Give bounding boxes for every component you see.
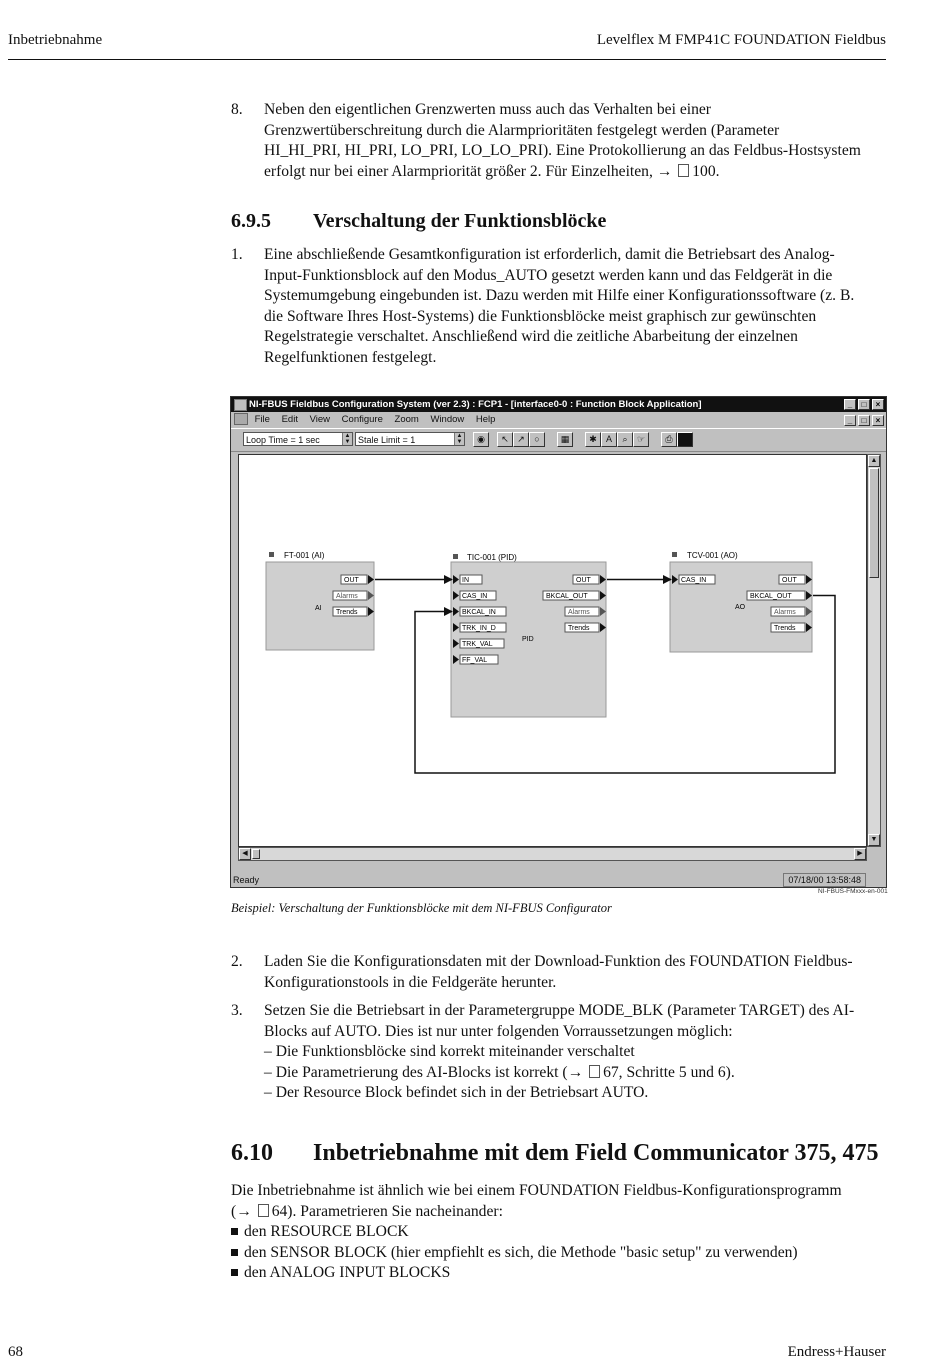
section-title: Inbetriebnahme mit dem Field Communicator 375, 475	[313, 1140, 879, 1166]
section-title: Verschaltung der Funktionsblöcke	[313, 210, 607, 232]
block-icon	[672, 552, 677, 557]
status-datetime: 07/18/00 13:58:48	[783, 873, 866, 887]
list-item-1	[231, 245, 887, 369]
port-label: TRK_VAL	[462, 641, 493, 648]
function-block-canvas[interactable]	[238, 454, 867, 847]
port-label: Trends	[336, 609, 358, 616]
list-number: 8.	[231, 101, 243, 118]
block-icon	[453, 554, 458, 559]
loop-time-value: Loop Time = 1 sec	[246, 435, 320, 445]
scroll-down-icon[interactable]: ▼	[868, 834, 880, 846]
print-icon[interactable]: ⎙	[661, 432, 677, 447]
port-label: Alarms	[568, 609, 590, 616]
page-ref-icon	[589, 1065, 600, 1078]
pid-block[interactable]	[451, 553, 606, 717]
scroll-right-icon[interactable]: ▶	[854, 848, 866, 860]
section-heading-610	[231, 1140, 879, 1167]
figure-caption: Beispiel: Verschaltung der Funktionsblöcke mit dem NI-FBUS Configurator	[231, 901, 612, 915]
text-line: Neben den eigentlichen Grenzwerten muss auch das Verhalten bei einer	[264, 101, 711, 118]
app-icon	[234, 399, 247, 411]
close-icon[interactable]: ×	[872, 399, 884, 410]
toolbar	[231, 428, 886, 452]
stale-limit-field[interactable]	[355, 432, 465, 446]
scroll-thumb[interactable]	[252, 849, 260, 859]
text-line: die Software Ihres Host-Systems) die Funktionsblöcke meist graphisch zur gewünschten	[264, 307, 817, 325]
pid-block-type: PID	[522, 636, 534, 643]
section-heading-695	[231, 210, 606, 233]
ni-fbus-window	[230, 396, 887, 888]
list-number: 1.	[231, 246, 243, 263]
ao-block-title: TCV-001 (AO)	[687, 551, 738, 560]
text-line: Regelstrategie verschaltet. Anschließend wird die zeitliche Abarbeitung der einzelnen	[264, 328, 798, 346]
port-label: OUT	[344, 577, 359, 584]
status-bar	[231, 873, 886, 887]
text-line: Systemumgebung eingebunden ist. Dazu werden mit Hilfe einer Konfigurationssoftware (z. B.	[264, 287, 855, 305]
pointer-icon[interactable]: ↖	[497, 432, 513, 447]
text-line: HI_HI_PRI, HI_PRI, LO_PRI, LO_LO_PRI). Eine Protokollierung an das Feldbus-Hostsystem	[264, 142, 861, 160]
intro-paragraph	[231, 1181, 887, 1284]
bullet-icon	[231, 1228, 238, 1235]
dash-item: – Der Resource Block befindet sich in der Betriebsart AUTO.	[264, 1084, 649, 1102]
hand-icon[interactable]: ◉	[473, 432, 489, 447]
text-span: (→	[231, 1202, 252, 1220]
doc-menu-icon[interactable]	[234, 413, 248, 425]
port-label: CAS_IN	[462, 593, 488, 600]
menu-configure[interactable]: Configure	[341, 414, 383, 425]
page-ref[interactable]: 100.	[692, 162, 720, 180]
link-icon[interactable]: ↗	[513, 432, 529, 447]
list-number: 2.	[231, 953, 243, 970]
list-number: 3.	[231, 1002, 243, 1019]
bullet-text: den RESOURCE BLOCK	[244, 1223, 409, 1241]
child-restore-icon[interactable]: □	[858, 415, 870, 426]
text-line: Grenzwertüberschreitung durch die Alarmprioritäten festgelegt werden (Parameter	[264, 121, 780, 139]
bullet-icon	[231, 1269, 238, 1276]
page-ref[interactable]: 67, Schritte 5 und 6).	[603, 1063, 735, 1081]
stale-limit-value: Stale Limit = 1	[358, 435, 416, 445]
port-label: CAS_IN	[681, 577, 707, 584]
ao-block-type: AO	[735, 604, 746, 611]
running-header-product: Levelflex M FMP41C FOUNDATION Fieldbus	[596, 32, 886, 48]
ai-block-title: FT-001 (AI)	[284, 551, 325, 560]
footer-brand: Endress+Hauser	[787, 1344, 886, 1360]
hand-tool-icon[interactable]: ☞	[633, 432, 649, 447]
page-ref-icon	[258, 1204, 269, 1217]
text-line: Eine abschließende Gesamtkonfiguration ist erforderlich, damit die Betriebsart des Analog-	[264, 246, 835, 263]
page-ref-icon	[678, 164, 689, 177]
port-label: Alarms	[336, 593, 358, 600]
vertical-scrollbar[interactable]	[867, 454, 881, 847]
port-label: BKCAL_OUT	[546, 593, 588, 600]
port-label: Alarms	[774, 609, 796, 616]
ai-block[interactable]	[266, 551, 374, 650]
minimize-icon[interactable]: _	[844, 399, 856, 410]
scroll-up-icon[interactable]: ▲	[868, 455, 880, 467]
port-label: IN	[462, 577, 469, 584]
bullet-text: den SENSOR BLOCK (hier empfiehlt es sich, die Methode "basic setup" zu verwenden)	[244, 1243, 798, 1261]
circle-icon[interactable]: ○	[529, 432, 545, 447]
text-line: Blocks auf AUTO. Dies ist nur unter folgenden Vorraussetzungen möglich:	[264, 1022, 733, 1040]
port-label: OUT	[576, 577, 591, 584]
child-close-icon[interactable]: ×	[872, 415, 884, 426]
spinner-icon[interactable]: ▲ ▼	[454, 433, 464, 445]
bullet-text: den ANALOG INPUT BLOCKS	[244, 1264, 451, 1282]
dash-item: – Die Funktionsblöcke sind korrekt miteinander verschaltet	[264, 1043, 635, 1061]
list-item-8	[231, 100, 887, 182]
text-span: – Die Parametrierung des AI-Blocks ist korrekt (→	[264, 1063, 584, 1081]
text-line: Input-Funktionsblock auf den Modus_AUTO gesetzt werden kann und das Feldgerät in die	[264, 266, 833, 284]
text-line: Laden Sie die Konfigurationsdaten mit der Download-Funktion des FOUNDATION Fieldbus-	[264, 953, 853, 970]
port-label: BKCAL_OUT	[750, 593, 792, 600]
text-line: Konfigurationstools in die Feldgeräte herunter.	[264, 973, 557, 991]
horizontal-scrollbar[interactable]	[238, 847, 867, 861]
text-span: erfolgt nur bei einer Alarmpriorität größer 2. Für Einzelheiten, →	[264, 162, 673, 180]
list-item-3	[231, 1001, 887, 1104]
page-ref[interactable]: 64). Parametrieren Sie nacheinander:	[271, 1202, 503, 1220]
port-label: TRK_IN_D	[462, 625, 496, 632]
bullet-item	[231, 1263, 887, 1284]
image-reference: NI-FBUS-FMxxx-en-001	[818, 888, 888, 895]
scroll-thumb[interactable]	[869, 468, 879, 578]
spinner-icon[interactable]: ▲ ▼	[342, 433, 352, 445]
block-icon	[269, 552, 274, 557]
zoom-icon[interactable]: ⌕	[617, 432, 633, 447]
menu-bar	[231, 412, 886, 428]
port-label: BKCAL_IN	[462, 609, 496, 616]
block-diagram	[239, 455, 867, 847]
menu-file[interactable]: File	[254, 414, 270, 425]
text-tool-icon[interactable]: A	[601, 432, 617, 447]
loop-time-field[interactable]	[243, 432, 353, 446]
grid-icon[interactable]: ▦	[557, 432, 573, 447]
text-line: Setzen Sie die Betriebsart in der Parametergruppe MODE_BLK (Parameter TARGET) des AI-	[264, 1002, 855, 1019]
stop-icon[interactable]	[677, 432, 693, 447]
bullet-icon	[231, 1249, 238, 1256]
list-item-2	[231, 952, 887, 993]
port-label: FF_VAL	[462, 657, 488, 664]
running-header-section: Inbetriebnahme	[8, 32, 103, 48]
dash-item	[264, 1063, 887, 1084]
bullet-item	[231, 1243, 887, 1264]
pid-block-title: TIC-001 (PID)	[467, 553, 517, 562]
window-title: NI-FBUS Fieldbus Configuration System (ver 2.3) : FCP1 - [interface0-0 : Function Block Application]	[249, 399, 702, 410]
bullet-item	[231, 1222, 887, 1243]
ao-block[interactable]	[670, 551, 812, 652]
status-text: Ready	[233, 875, 260, 885]
menu-zoom[interactable]: Zoom	[394, 414, 419, 425]
ai-block-type: AI	[315, 605, 322, 612]
scroll-left-icon[interactable]: ◀	[239, 848, 251, 860]
section-number: 6.9.5	[231, 210, 271, 232]
child-minimize-icon[interactable]: _	[844, 415, 856, 426]
text-line: Regelfunktionen festgelegt.	[264, 348, 437, 366]
menu-window[interactable]: Window	[430, 414, 465, 425]
port-label: OUT	[782, 577, 797, 584]
page-number: 68	[8, 1344, 23, 1360]
maximize-icon[interactable]: □	[858, 399, 870, 410]
port-label: Trends	[774, 625, 796, 632]
text-line	[231, 1202, 887, 1223]
section-number: 6.10	[231, 1140, 273, 1166]
menu-help[interactable]: Help	[475, 414, 496, 425]
gear-icon[interactable]: ✱	[585, 432, 601, 447]
text-line	[264, 162, 887, 183]
header-rule	[8, 59, 886, 60]
window-titlebar	[231, 397, 886, 412]
text-line: Die Inbetriebnahme ist ähnlich wie bei einem FOUNDATION Fieldbus-Konfigurationsprogramm	[231, 1182, 842, 1199]
menu-view[interactable]: View	[309, 414, 331, 425]
menu-edit[interactable]: Edit	[281, 414, 298, 425]
port-label: Trends	[568, 625, 590, 632]
